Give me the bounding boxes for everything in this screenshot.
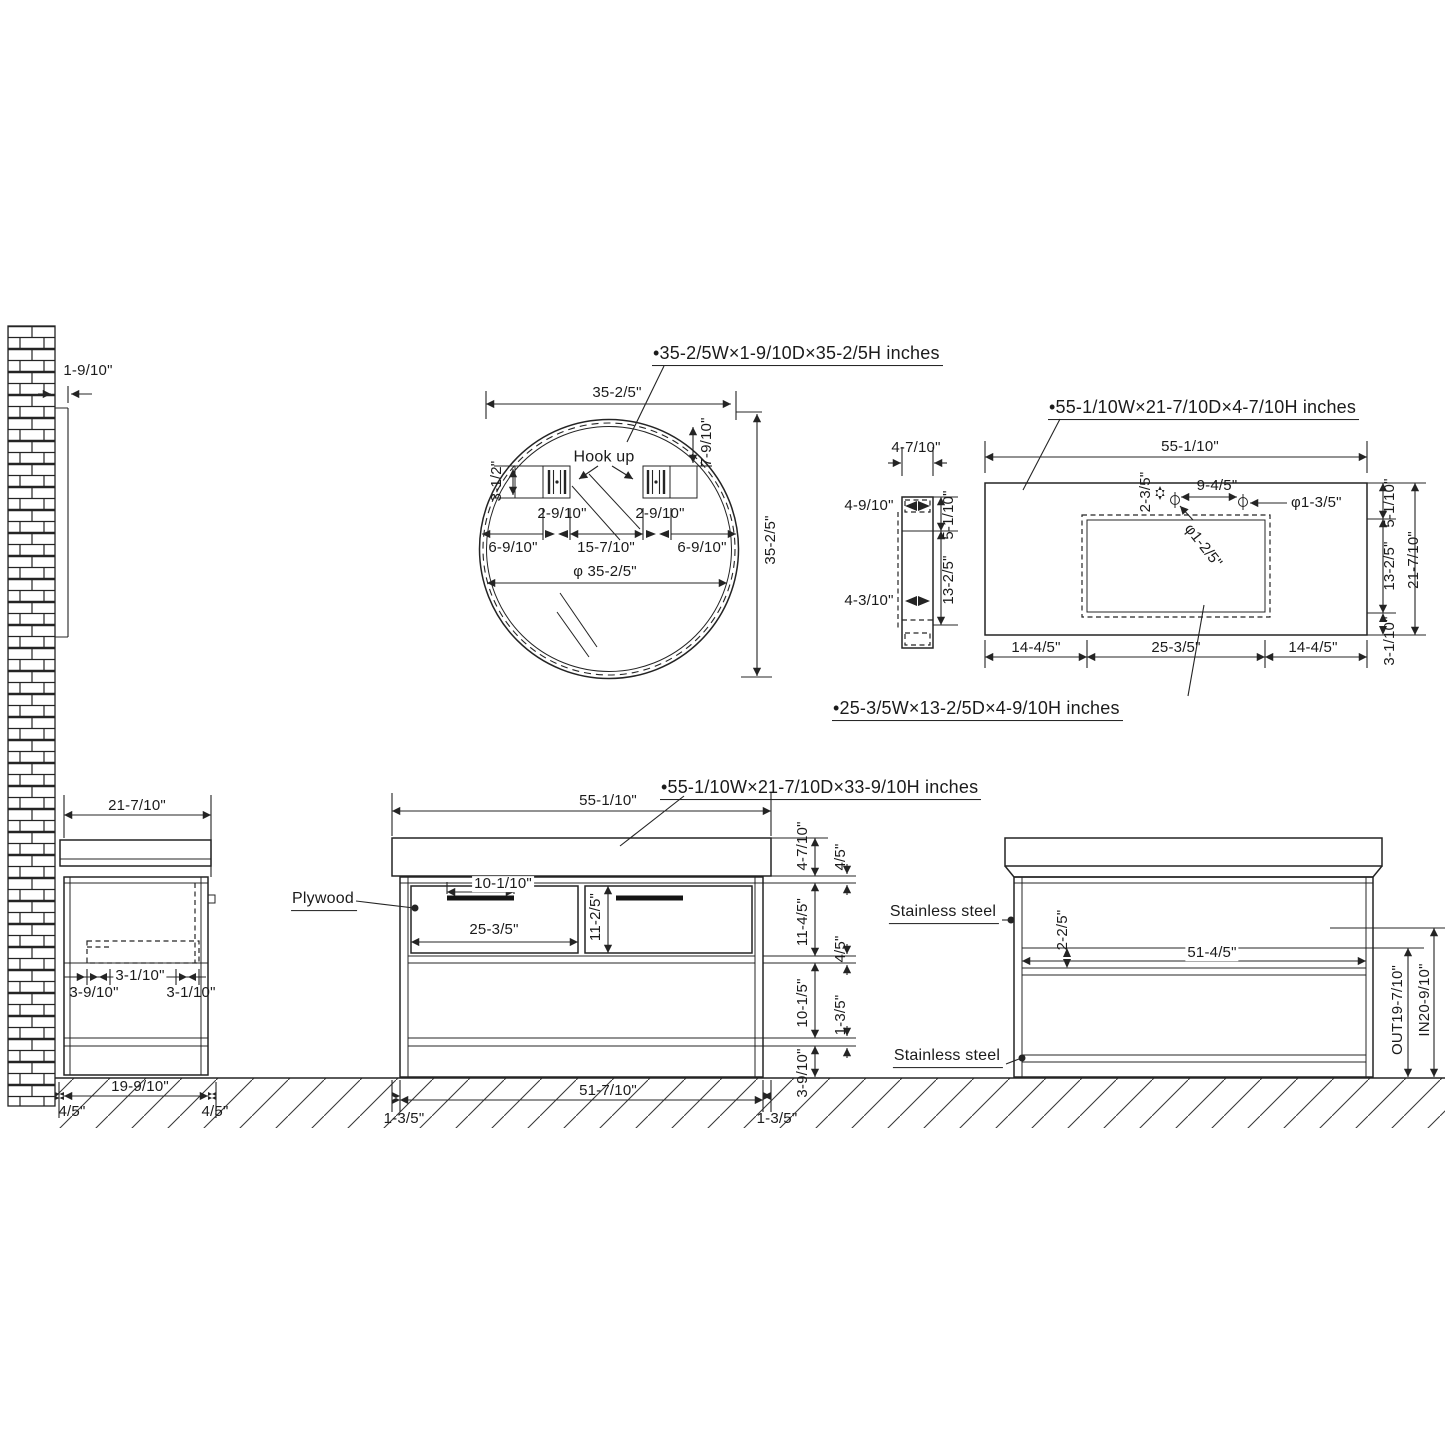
spec-mirror: •35-2/5W×1-9/10D×35-2/5H inches (652, 344, 943, 366)
dim-counter-back: 5-1/10" (1381, 478, 1399, 528)
floor (55, 1078, 1445, 1128)
dim-in-height: IN20-9/10" (1416, 963, 1434, 1037)
dim-shelf-thickness: 2-2/5" (1054, 909, 1072, 951)
dim-counter-width: 55-1/10" (1161, 438, 1219, 456)
dim-counterside-bottom: 4-3/10" (844, 592, 894, 610)
dim-hook-edge-right: 6-9/10" (677, 539, 727, 557)
dim-counterside-top: 4-9/10" (844, 497, 894, 515)
dim-vanity-width: 55-1/10" (579, 792, 637, 810)
dim-cutout-left: 14-4/5" (1011, 639, 1061, 657)
dim-sideview-base-depth: 19-9/10" (111, 1078, 169, 1096)
dim-chain-drawer-h: 11-4/5" (794, 897, 812, 947)
dim-cutout-depth: 13-2/5" (1381, 541, 1399, 591)
countertop-side-view (888, 447, 958, 648)
dim-drain-hole: φ1-2/5" (1181, 520, 1226, 571)
dim-hook-height: 3-1/2" (488, 460, 506, 502)
label-stainless-bottom: Stainless steel (893, 1048, 1003, 1068)
spec-vanity: •55-1/10W×21-7/10D×33-9/10H inches (660, 778, 981, 800)
wall (8, 326, 92, 1106)
dim-cutout-right: 14-4/5" (1288, 639, 1338, 657)
dim-sideview-front-offset: 3-1/10" (166, 984, 216, 1002)
dim-chain-shelf-t: 1-3/5" (832, 994, 850, 1036)
dim-vanity-leg-left: 1-3/5" (383, 1110, 425, 1128)
label-hook-up: Hook up (573, 448, 635, 466)
dim-mirror-diameter: φ 35-2/5" (573, 563, 637, 581)
label-stainless-top: Stainless steel (889, 904, 999, 924)
dim-mirror-width: 35-2/5" (592, 384, 642, 402)
dim-hook-edge-left: 6-9/10" (488, 539, 538, 557)
hook-left (515, 466, 570, 498)
dim-counterside-depth: 4-7/10" (891, 439, 941, 457)
dim-mirror-depth: 1-9/10" (63, 362, 113, 380)
dim-counterside-height-mid: 13-2/5" (940, 555, 958, 605)
dim-vanity-leg-right: 1-3/5" (756, 1110, 798, 1128)
dim-handle-width: 10-1/10" (474, 875, 532, 893)
dim-counter-depth: 21-7/10" (1405, 531, 1423, 589)
dim-mirror-height: 35-2/5" (762, 515, 780, 565)
dim-sideview-depth: 21-7/10" (108, 797, 166, 815)
dim-cutout-width: 25-3/5" (1151, 639, 1201, 657)
dim-chain-rail-b: 4/5" (832, 935, 850, 963)
dim-chain-rail-a: 4/5" (832, 843, 850, 871)
dim-counter-front: 3-1/10" (1381, 616, 1399, 666)
dim-hook-spacing: 15-7/10" (577, 539, 635, 557)
dim-drawer-height: 11-2/5" (587, 892, 605, 942)
dim-hook-top-offset: 7-9/10" (698, 417, 716, 467)
vanity-frame-view (1002, 838, 1445, 1077)
dim-hook-width-left: 2-9/10" (537, 505, 587, 523)
spec-sink: •25-3/5W×13-2/5D×4-9/10H inches (832, 699, 1123, 721)
dim-shelf-width: 51-4/5" (1187, 944, 1237, 962)
spec-countertop: •55-1/10W×21-7/10D×4-7/10H inches (1048, 398, 1359, 420)
hook-right (643, 466, 697, 498)
dim-sideview-back-offset: 3-9/10" (69, 984, 119, 1002)
dim-chain-open-h: 10-1/5" (794, 978, 812, 1028)
dim-chain-counter-h: 4-7/10" (794, 821, 812, 871)
dim-hook-width-right: 2-9/10" (635, 505, 685, 523)
dim-drawer-width: 25-3/5" (469, 921, 519, 939)
dim-counterside-height-top: 5-1/10" (940, 490, 958, 540)
mirror-view (480, 366, 773, 679)
label-plywood: Plywood (291, 891, 357, 911)
countertop-plan-view (985, 419, 1426, 696)
dim-sideview-inner: 3-1/10" (115, 967, 165, 985)
dim-faucet-setback: 2-3/5" (1137, 471, 1155, 513)
dim-chain-leg-h: 3-9/10" (794, 1048, 812, 1098)
dim-out-height: OUT19-7/10" (1389, 964, 1407, 1056)
vanity-front-view (356, 793, 856, 1112)
dim-sideview-toe-back: 4/5" (58, 1103, 86, 1121)
dim-faucet-hole: φ1-3/5" (1291, 494, 1342, 512)
dim-vanity-base-width: 51-7/10" (579, 1082, 637, 1100)
dim-faucet-spacing: 9-4/5" (1196, 477, 1238, 495)
dim-sideview-toe-front: 4/5" (201, 1103, 229, 1121)
